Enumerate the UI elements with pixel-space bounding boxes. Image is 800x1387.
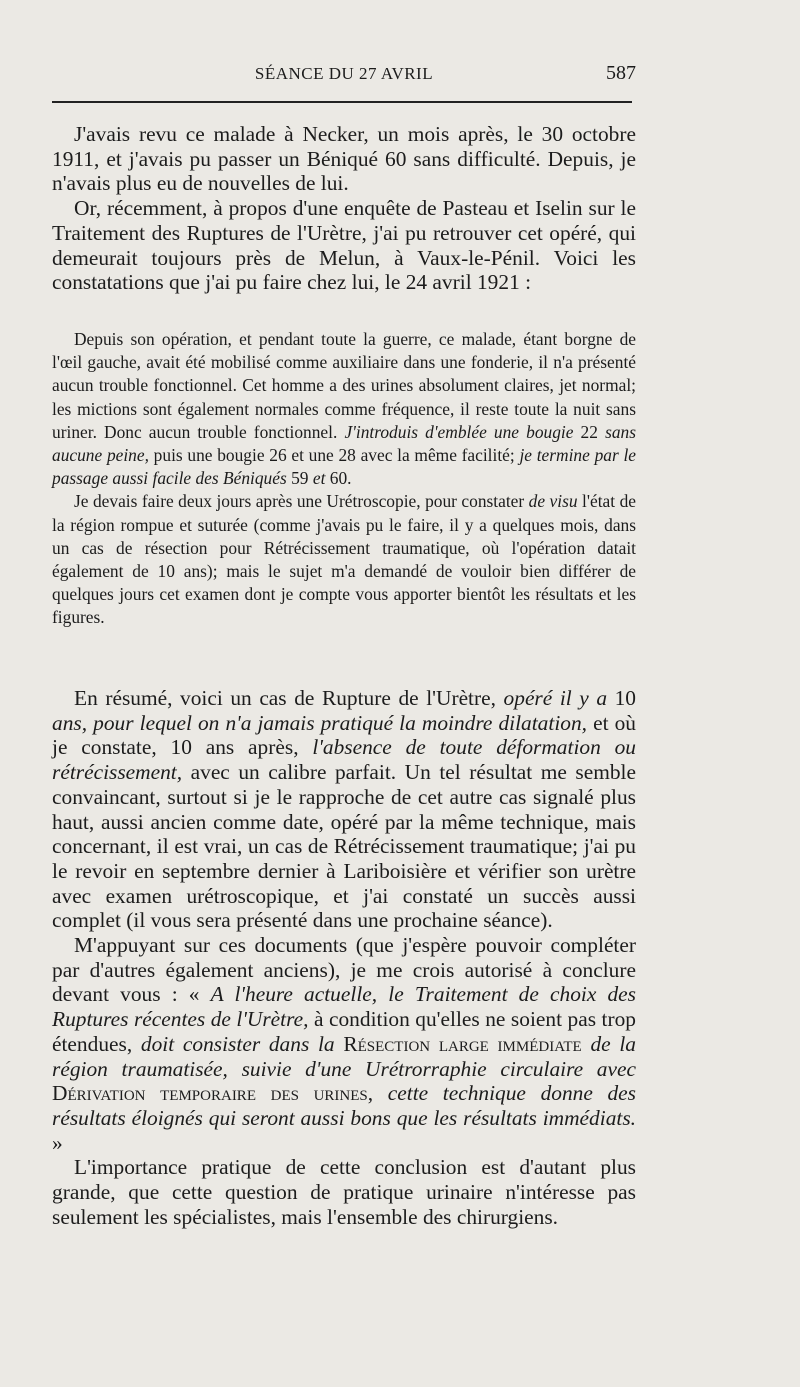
running-title: SÉANCE DU 27 AVRIL <box>254 64 434 83</box>
summary-section <box>52 686 636 1229</box>
page-header <box>52 60 636 90</box>
intro-section <box>52 122 636 295</box>
paragraph-summary-3: L'importance pratique de cette conclusion est d'autant plus grande, que cette question de pratique urinaire n'intéresse pas seulement les spécialistes, mais l'ensemble des chirurgiens. <box>52 1155 636 1229</box>
findings-section <box>52 328 636 630</box>
paragraph-intro-1: J'avais revu ce malade à Necker, un mois après, le 30 octobre 1911, et j'avais pu passer un Béniqué 60 sans difficulté. Depuis, je n'avais plus eu de nouvelles de lui. <box>52 122 636 196</box>
page-number: 587 <box>606 62 636 84</box>
paragraph-summary-1: En résumé, voici un cas de Rupture de l'Urètre, opéré il y a 10 ans, pour lequel on n'a jamais pratiqué la moindre dilatation, et où je constate, 10 ans après, l'absence de toute déformation ou rétrécissement, avec un calibre parfait. Un tel résultat me semble convaincant, surtout si je le rapproche de cet autre cas signalé plus haut, aussi ancien comme date, opéré par la même technique, mais concernant, il est vrai, un cas de Rétrécissement traumatique; j'ai pu le revoir en septembre dernier à Lariboisière et vérifier son urètre avec examen urétroscopique, et j'ai constaté un succès aussi complet (il vous sera présenté dans une prochaine séance). <box>52 686 637 933</box>
header-rule <box>52 101 632 103</box>
paragraph-summary-2: M'appuyant sur ces documents (que j'espère pouvoir compléter par d'autres également anciens), je me crois autorisé à conclure devant vous : « A l'heure actuelle, le Traitement de choix des Ruptures récentes de l'Urètre, à condition qu'elles ne soient pas trop étendues, doit consister dans la Résection large immédiate de la région traumatisée, suivie d'une Urétrorraphie circulaire avec Dérivation temporaire des urines, cette technique donne des résultats éloignés qui seront aussi bons que les résultats immédiats. » <box>52 933 636 1155</box>
paragraph-findings-1: Depuis son opération, et pendant toute la guerre, ce malade, étant borgne de l'œil gauche, avait été mobilisé comme auxiliaire dans une fonderie, il n'a présenté aucun trouble fonctionnel. Cet homme a des urines absolument claires, jet normal; les mictions sont également normales comme fréquence, il reste toute la nuit sans uriner. Donc aucun trouble fonctionnel. J'introduis d'emblée une bougie 22 sans aucune peine, puis une bougie 26 et une 28 avec la même facilité; je termine par le passage aussi facile des Béniqués 59 et 60. <box>52 329 636 489</box>
paragraph-intro-2: Or, récemment, à propos d'une enquête de Pasteau et Iselin sur le Traitement des Ruptures de l'Urètre, j'ai pu retrouver cet opéré, qui demeurait toujours près de Melun, à Vaux-le-Pénil. Voici les constatations que j'ai pu faire chez lui, le 24 avril 1921 : <box>52 196 636 295</box>
paragraph-findings-2: Je devais faire deux jours après une Urétroscopie, pour constater de visu l'état de la région rompue et suturée (comme j'avais pu le faire, il y a quelques mois, dans un cas de résection pour Rétrécissement traumatique, où l'opération datait également de 10 ans); mais le sujet m'a demandé de vouloir bien différer de quelques jours cet examen dont je compte vous apporter bientôt les résultats et les figures. <box>52 491 636 628</box>
